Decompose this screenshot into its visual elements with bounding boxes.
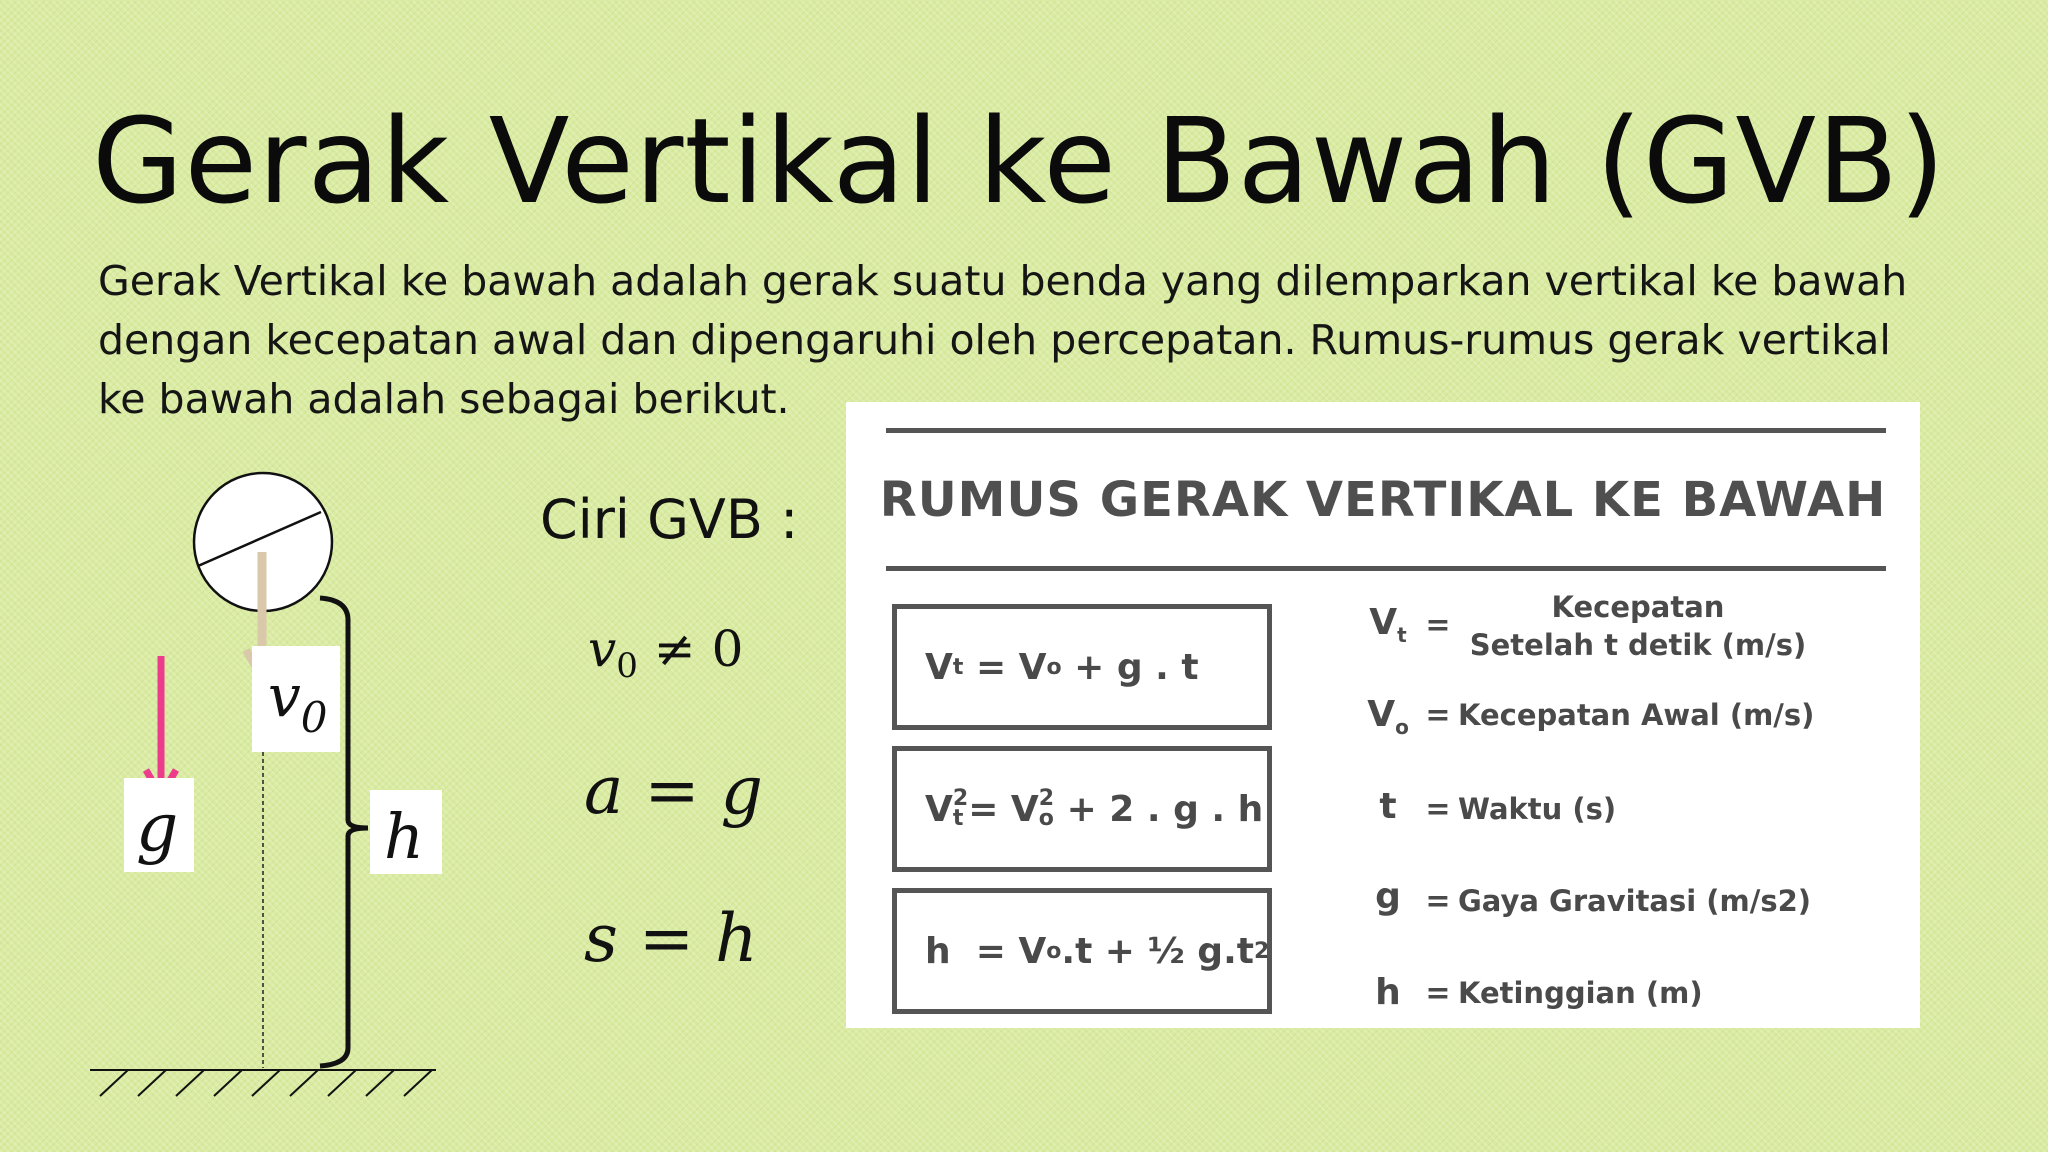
legend-sym-vo-main: V [1367, 694, 1396, 735]
v0-label-main: v [268, 662, 301, 730]
slide-title: Gerak Vertikal ke Bawah (GVB) [92, 92, 1947, 230]
f1-a-sub: t [952, 654, 964, 680]
formula-box-vt [892, 604, 1272, 730]
legend-sym-h: h [1375, 972, 1401, 1013]
bottom-rule [886, 566, 1886, 571]
top-rule [886, 428, 1886, 433]
legend-desc-vo: Kecepatan Awal (m/s) [1458, 698, 1815, 732]
legend-desc-t: Waktu (s) [1458, 792, 1617, 826]
legend-eq-h: = [1425, 976, 1451, 1011]
legend-desc-vt-line1: Kecepatan [1551, 590, 1725, 624]
f1-b-sub: o [1046, 654, 1062, 680]
ciri-v0-rhs: ≠ 0 [637, 620, 744, 678]
f2-a: V [925, 788, 953, 830]
f3-a: h = V [925, 930, 1047, 972]
h-label: h [384, 800, 424, 873]
legend-desc-h: Ketinggian (m) [1458, 976, 1703, 1010]
ciri-formula-v0 [588, 620, 743, 686]
legend-eq-t: = [1425, 792, 1451, 827]
f3-a-sub: o [1046, 938, 1062, 964]
legend-eq-g: = [1425, 884, 1451, 919]
gravity-arrow [146, 656, 176, 796]
ground-hatch [90, 1070, 436, 1096]
legend-sym-t: t [1379, 786, 1397, 827]
ciri-label: Ciri GVB : [540, 488, 799, 551]
legend-eq-vo: = [1425, 698, 1451, 733]
ciri-v0-lhs: v [588, 620, 617, 678]
legend-desc-g: Gaya Gravitasi (m/s2) [1458, 884, 1812, 918]
v0-label-sub: 0 [300, 693, 328, 742]
f1-c: + g . t [1061, 646, 1199, 688]
legend-sym-vt [1358, 602, 1418, 647]
legend-sym-vo-sub: o [1395, 715, 1409, 740]
f1-a: V [925, 646, 953, 688]
gvb-diagram [80, 460, 460, 1110]
f2-b-sub: o [1038, 806, 1054, 831]
f2-a-sub: t [952, 806, 964, 831]
legend-desc-vt [1458, 588, 1818, 664]
panel-heading: RUMUS GERAK VERTIKAL KE BAWAH [879, 472, 1887, 528]
formula-box-h [892, 888, 1272, 1014]
f2-b: = V [968, 788, 1039, 830]
formula-box-vt2 [892, 746, 1272, 872]
f2-a-sup: 2 [952, 786, 969, 811]
f3-b: .t + ½ g.t [1061, 930, 1254, 972]
ciri-v0-sub: 0 [616, 646, 638, 686]
slide-description: Gerak Vertikal ke bawah adalah gerak suatu benda yang dilemparkan vertikal ke bawah dengan kecepatan awal dan dipengaruhi oleh percepatan. Rumus-rumus gerak vertikal ke bawah adalah sebagai berikut. [98, 257, 1908, 423]
ciri-formula-s: s = h [584, 900, 758, 977]
legend-sym-vt-main: V [1369, 602, 1398, 643]
ciri-formula-a: a = g [584, 752, 763, 829]
legend-sym-vt-sub: t [1397, 623, 1407, 648]
g-label: g [136, 789, 179, 866]
f2-b-sup: 2 [1038, 786, 1055, 811]
f2-c: + 2 . g . h [1054, 788, 1264, 830]
legend-sym-g: g [1375, 876, 1401, 917]
f1-b: = V [963, 646, 1047, 688]
legend-sym-vo [1358, 694, 1418, 739]
f3-b-sup: 2 [1253, 938, 1270, 964]
legend-desc-vt-line2: Setelah t detik (m/s) [1469, 628, 1807, 662]
formula-panel [846, 402, 1920, 1028]
legend-eq-vt: = [1425, 608, 1451, 643]
